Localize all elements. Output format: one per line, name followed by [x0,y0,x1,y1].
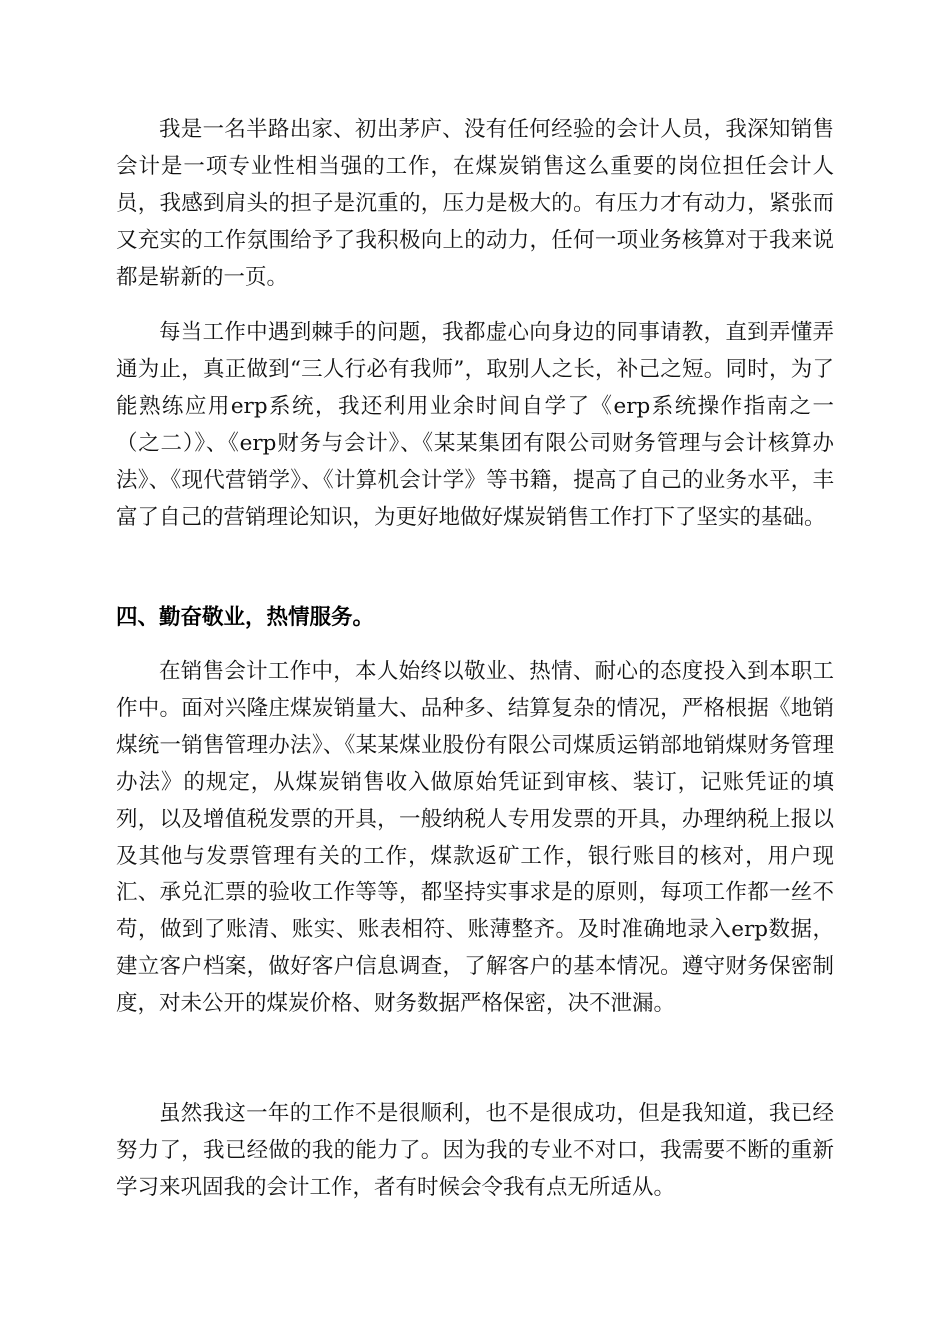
paragraph-sales-accounting-duties: 在销售会计工作中，本人始终以敬业、热情、耐心的态度投入到本职工作中。面对兴隆庄煤炭销量大、品种多、结算复杂的情况，严格根据《地销煤统一销售管理办法》、《某某煤业股份有限公司煤质运销部地销煤财务管理办法》的规定，从煤炭销售收入做原始凭证到审核、装订，记账凭证的填列，以及增值税发票的开具，一般纳税人专用发票的开具，办理纳税上报以及其他与发票管理有关的工作，煤款返矿工作，银行账目的核对，用户现汇、承兑汇票的验收工作等等，都坚持实事求是的原则，每项工作都一丝不苟，做到了账清、账实、账表相符、账薄整齐。及时准确地录入erp数据，建立客户档案，做好客户信息调查，了解客户的基本情况。遵守财务保密制度，对未公开的煤炭价格、财务数据严格保密，决不泄漏。 [116,659,834,1017]
paragraph-self-study: 每当工作中遇到棘手的问题，我都虚心向身边的同事请教，直到弄懂弄通为止，真正做到“三人行必有我师”，取别人之长，补己之短。同时，为了能熟练应用erp系统，我还利用业余时间自学了《erp系统操作指南之一（之二）》、《erp财务与会计》、《某某集团有限公司财务管理与会计核算办法》、《现代营销学》、《计算机会计学》等书籍，提高了自己的业务水平，丰富了自己的营销理论知识，为更好地做好煤炭销售工作打下了坚实的基础。 [116,320,834,530]
paragraph-reflection: 虽然我这一年的工作不是很顺利，也不是很成功，但是我知道，我已经努力了，我已经做的我的能力了。因为我的专业不对口，我需要不断的重新学习来巩固我的会计工作，者有时候会令我有点无所适从。 [116,1101,834,1200]
paragraph-accounting-newcomer: 我是一名半路出家、初出茅庐、没有任何经验的会计人员，我深知销售会计是一项专业性相当强的工作，在煤炭销售这么重要的岗位担任会计人员，我感到肩头的担子是沉重的，压力是极大的。有压力才有动力，紧张而又充实的工作氛围给予了我积极向上的动力，任何一项业务核算对于我来说都是崭新的一页。 [116,117,834,290]
section-heading-dedication: 四、勤奋敬业，热情服务。 [116,605,375,630]
